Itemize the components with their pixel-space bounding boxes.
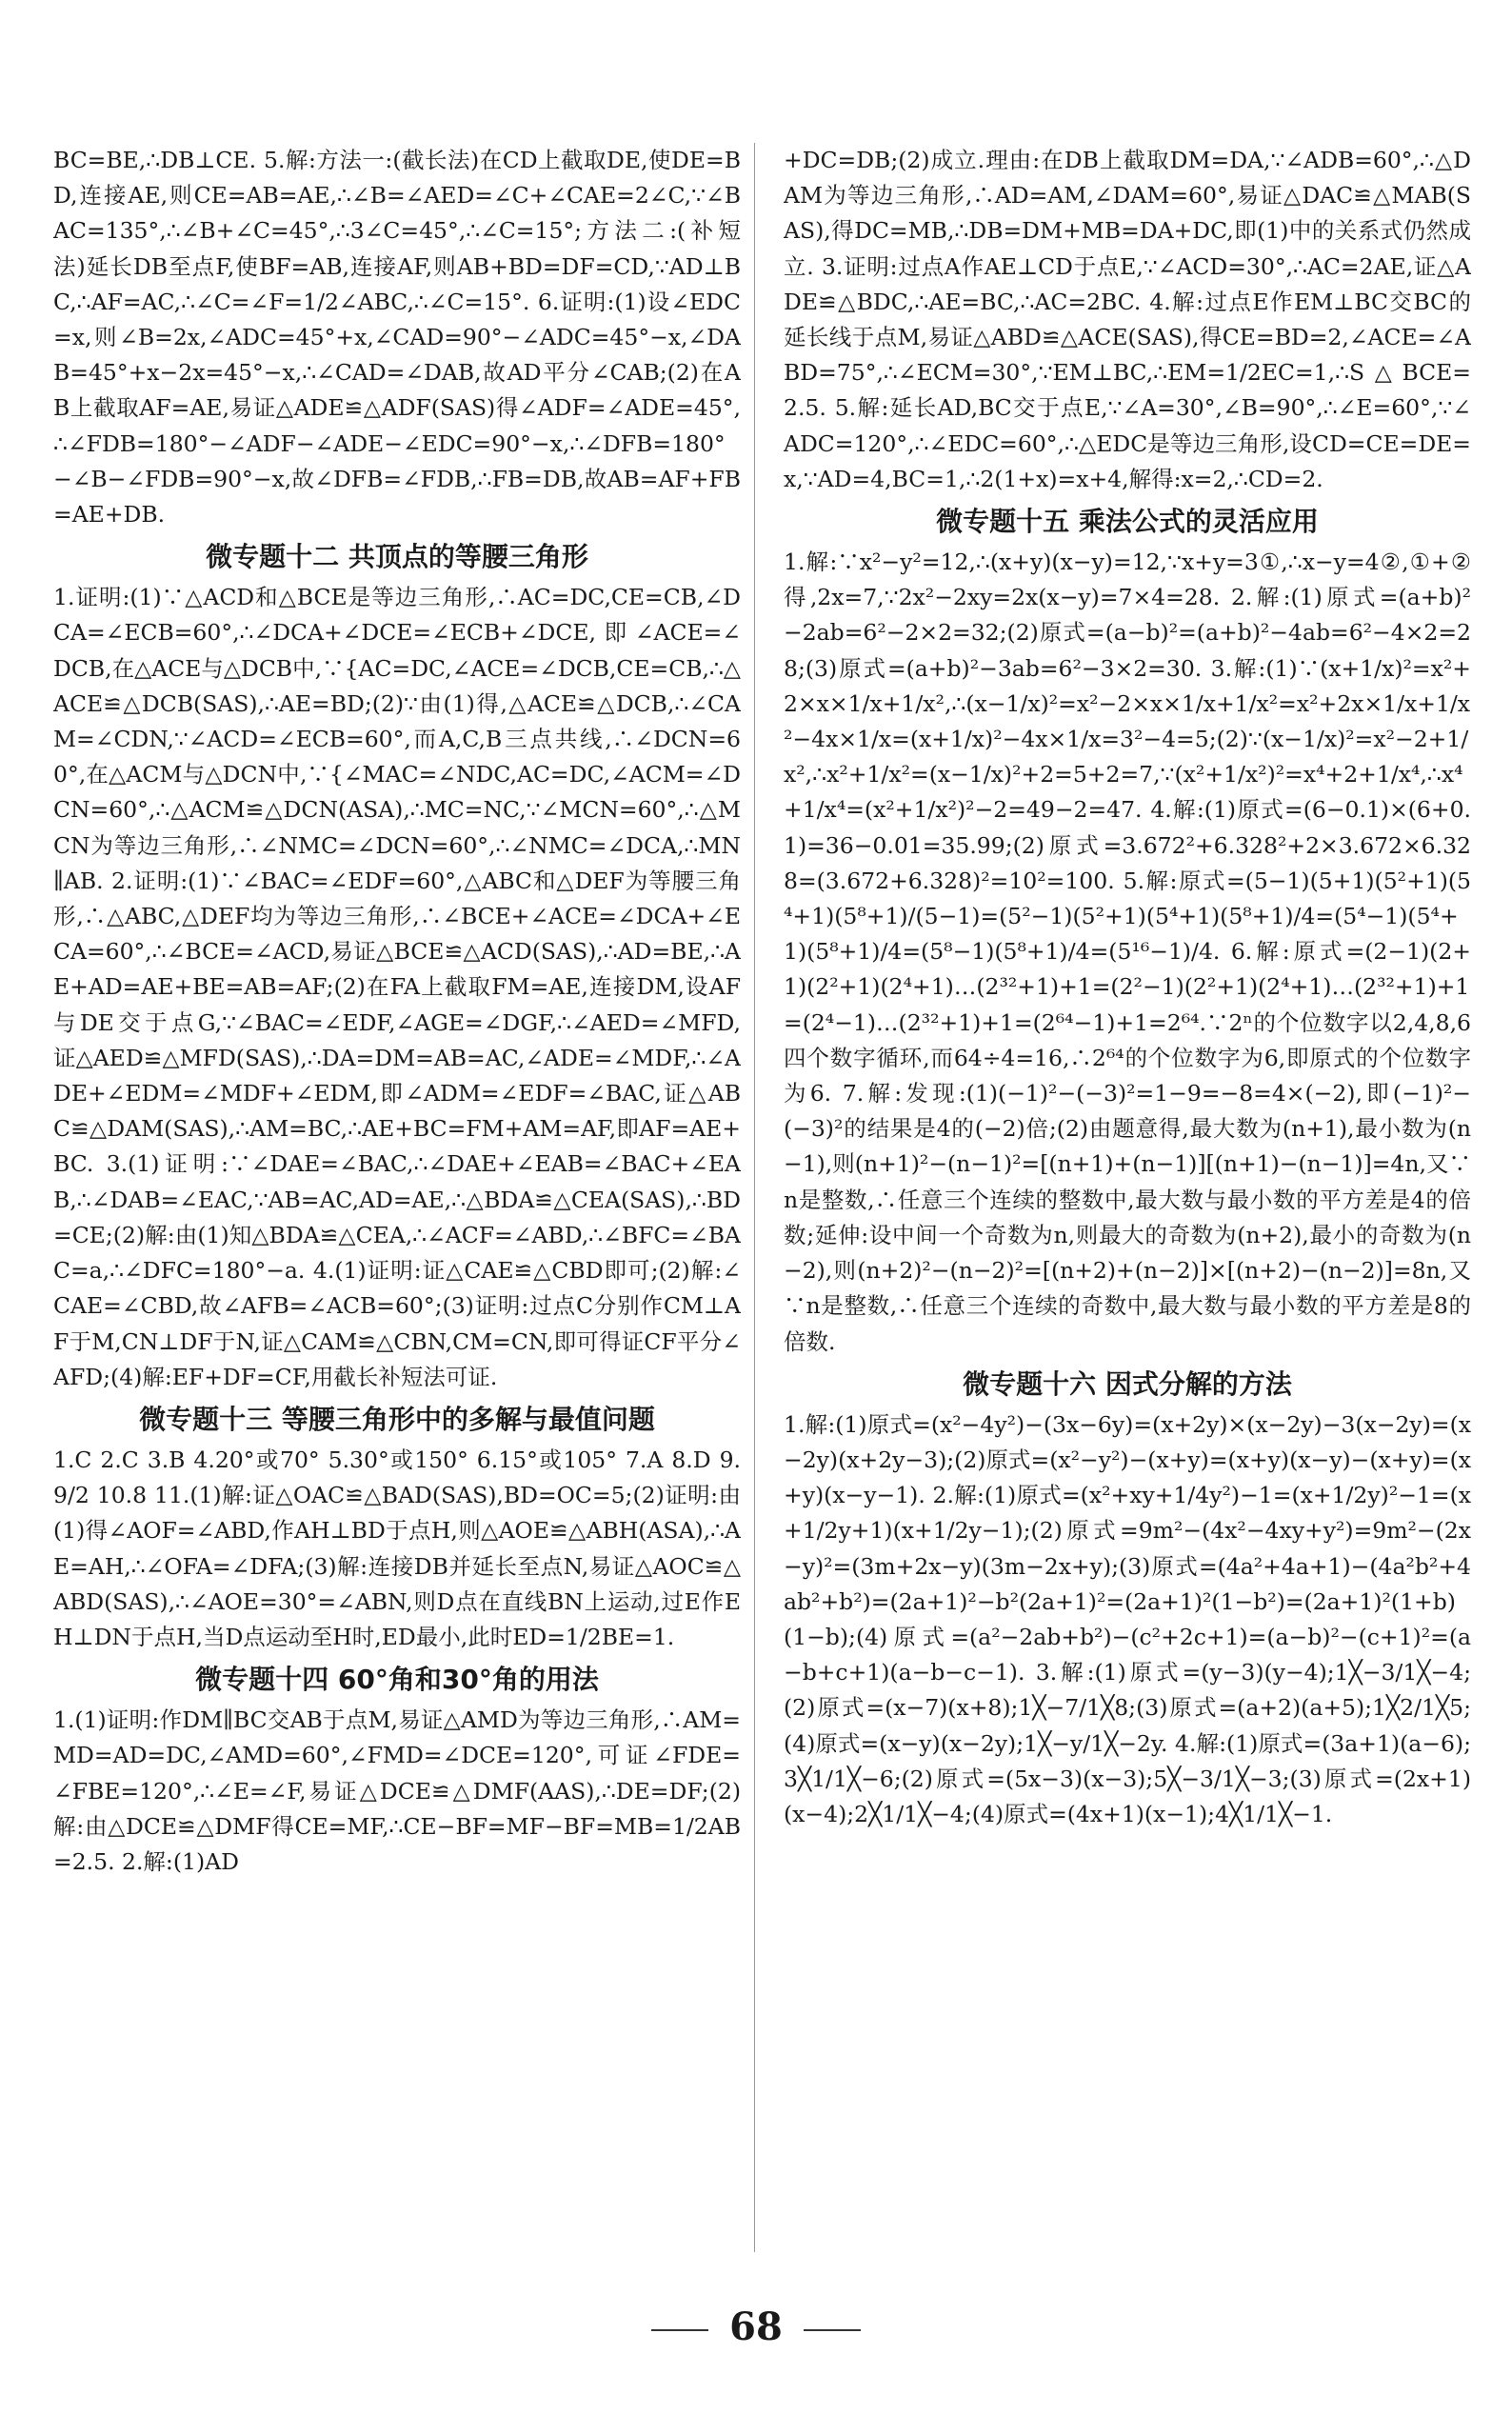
page-number: 68 xyxy=(729,2304,783,2349)
section-title: 微专题十二 共顶点的等腰三角形 xyxy=(206,541,588,573)
page-number-footer xyxy=(0,2304,1512,2349)
section-title: 微专题十六 因式分解的方法 xyxy=(963,1367,1292,1400)
answer-paragraph: BC=BE,∴DB⊥CE. 5.解:方法一:(截长法)在CD上截取DE,使DE=BD,连接AE,则CE=AB=AE,∴∠B=∠AED=∠C+∠CAE=2∠C,∵∠BAC=135°,∴∠B+∠C=45°,∴3∠C=45°,∴∠C=15°;方法二:(补短法)延长DB至点F,使BF=AB,连接AF,则AB+BD=DF=CD,∵AD⊥BC,∴AF=AC,∴∠C=∠F=1/2∠ABC,∴∠C=15°. 6.证明:(1)设∠EDC=x,则∠B=2x,∠ADC=45°+x,∠CAD=90°−∠ADC=45°−x,∠DAB=45°+x−2x=45°−x,∴∠CAD=∠DAB,故AD平分∠CAB;(2)在AB上截取AF=AE,易证△ADE≌△ADF(SAS)得∠ADF=∠ADE=45°,∴∠FDB=180°−∠ADF−∠ADE−∠EDC=90°−x,∴∠DFB=180°−∠B−∠FDB=90°−x,故∠DFB=∠FDB,∴FB=DB,故AB=AF+FB=AE+DB. xyxy=(53,147,741,529)
answer-paragraph: 1.(1)证明:作DM∥BC交AB于点M,易证△AMD为等边三角形,∴AM=MD=AD=DC,∠AMD=60°,∠FMD=∠DCE=120°,可证∠FDE=∠FBE=120°,∴∠E=∠F,易证△DCE≌△DMF(AAS),∴DE=DF;(2)解:由△DCE≌△DMF得CE=MF,∴CE−BF=MF−BF=MB=1/2AB=2.5. 2.解:(1)AD xyxy=(53,1706,741,1875)
section-title: 微专题十五 乘法公式的灵活应用 xyxy=(936,506,1319,538)
footer-dash-right xyxy=(804,2329,861,2331)
section-title: 微专题十三 等腰三角形中的多解与最值问题 xyxy=(139,1403,655,1435)
answer-paragraph: 1.证明:(1)∵△ACD和△BCE是等边三角形,∴AC=DC,CE=CB,∠DCA=∠ECB=60°,∴∠DCA+∠DCE=∠ECB+∠DCE,即∠ACE=∠DCB,在△ACE与△DCB中,∵{AC=DC,∠ACE=∠DCB,CE=CB,∴△ACE≌△DCB(SAS),∴AE=BD;(2)∵由(1)得,△ACE≌△DCB,∴∠CAM=∠CDN,∵∠ACD=∠ECB=60°,而A,C,B三点共线,∴∠DCN=60°,在△ACM与△DCN中,∵{∠MAC=∠NDC,AC=DC,∠ACM=∠DCN=60°,∴△ACM≌△DCN(ASA),∴MC=NC,∵∠MCN=60°,∴△MCN为等边三角形,∴∠NMC=∠DCN=60°,∴∠NMC=∠DCA,∴MN∥AB. 2.证明:(1)∵∠BAC=∠EDF=60°,△ABC和△DEF为等腰三角形,∴△ABC,△DEF均为等边三角形,∴∠BCE+∠ACE=∠DCA+∠ECA=60°,∴∠BCE=∠ACD,易证△BCE≌△ACD(SAS),∴AD=BE,∴AE+AD=AE+BE=AB=AF;(2)在FA上截取FM=AE,连接DM,设AF与DE交于点G,∵∠BAC=∠EDF,∠AGE=∠DGF,∴∠AED=∠MFD,证△AED≌△MFD(SAS),∴DA=DM=AB=AC,∠ADE=∠MDF,∴∠ADE+∠EDM=∠MDF+∠EDM,即∠ADM=∠EDF=∠BAC,证△ABC≌△DAM(SAS),∴AM=BC,∴AE+BC=FM+AM=AF,即AF=AE+BC. 3.(1)证明:∵∠DAE=∠BAC,∴∠DAE+∠EAB=∠BAC+∠EAB,∴∠DAB=∠EAC,∵AB=AC,AD=AE,∴△BDA≌△CEA(SAS),∴BD=CE;(2)解:由(1)知△BDA≌△CEA,∴∠ACF=∠ABD,∴∠BFC=∠BAC=a,∴∠DFC=180°−a. 4.(1)证明:证△CAE≌△CBD即可;(2)解:∠CAE=∠CBD,故∠AFB=∠ACB=60°;(3)证明:过点C分别作CM⊥AF于M,CN⊥DF于N,证△CAM≌△CBN,CM=CN,即可得证CF平分∠AFD;(4)解:EF+DF=CF,用截长补短法可证. xyxy=(53,584,741,1390)
left-column xyxy=(53,143,741,2247)
answer-paragraph: 1.解:(1)原式=(x²−4y²)−(3x−6y)=(x+2y)×(x−2y)−3(x−2y)=(x−2y)(x+2y−3);(2)原式=(x²−y²)−(x+y)=(x+y)(x−y)−(x+y)=(x+y)(x−y−1). 2.解:(1)原式=(x²+xy+1/4y²)−1=(x+1/2y)²−1=(x+1/2y+1)(x+1/2y−1);(2)原式=9m²−(4x²−4xy+y²)=9m²−(2x−y)²=(3m+2x−y)(3m−2x+y);(3)原式=(4a²+4a+1)−(4a²b²+4ab²+b²)=(2a+1)²−b²(2a+1)²=(2a+1)²(1−b²)=(2a+1)²(1+b)(1−b);(4)原式=(a²−2ab+b²)−(c²+2c+1)=(a−b)²−(c+1)²=(a−b+c+1)(a−b−c−1). 3.解:(1)原式=(y−3)(y−4);1╳−3/1╳−4;(2)原式=(x−7)(x+8);1╳−7/1╳8;(3)原式=(a+2)(a+5);1╳2/1╳5;(4)原式=(x−y)(x−2y);1╳−y/1╳−2y. 4.解:(1)原式=(3a+1)(a−6);3╳1/1╳−6;(2)原式=(5x−3)(x−3);5╳−3/1╳−3;(3)原式=(2x+1)(x−4);2╳1/1╳−4;(4)原式=(4x+1)(x−1);4╳1/1╳−1. xyxy=(784,1410,1471,1827)
right-column xyxy=(784,143,1471,2247)
footer-dash-left xyxy=(651,2329,708,2331)
answer-paragraph: 1.C 2.C 3.B 4.20°或70° 5.30°或150° 6.15°或105° 7.A 8.D 9.9/2 10.8 11.(1)解:证△OAC≌△BAD(SAS),BD=OC=5;(2)证明:由(1)得∠AOF=∠ABD,作AH⊥BD于点H,则△AOE≌△ABH(ASA),∴AE=AH,∴∠OFA=∠DFA;(3)解:连接DB并延长至点N,易证△AOC≌△ABD(SAS),∴∠AOE=30°=∠ABN,则D点在直线BN上运动,过E作EH⊥DN于点H,当D点运动至H时,ED最小,此时ED=1/2BE=1. xyxy=(53,1446,741,1650)
answer-paragraph: 1.解:∵x²−y²=12,∴(x+y)(x−y)=12,∵x+y=3①,∴x−y=4②,①+②得,2x=7,∵2x²−2xy=2x(x−y)=7×4=28. 2.解:(1)原式=(a+b)²−2ab=6²−2×2=32;(2)原式=(a−b)²=(a+b)²−4ab=6²−4×2=28;(3)原式=(a+b)²−3ab=6²−3×2=30. 3.解:(1)∵(x+1/x)²=x²+2×x×1/x+1/x²,∴(x−1/x)²=x²−2×x×1/x+1/x²=x²+2x×1/x+1/x²−4x×1/x=(x+1/x)²−4x×1/x=3²−4=5;(2)∵(x−1/x)²=x²−2+1/x²,∴x²+1/x²=(x−1/x)²+2=5+2=7,∵(x²+1/x²)²=x⁴+2+1/x⁴,∴x⁴+1/x⁴=(x²+1/x²)²−2=49−2=47. 4.解:(1)原式=(6−0.1)×(6+0.1)=36−0.01=35.99;(2)原式=3.672²+6.328²+2×3.672×6.328=(3.672+6.328)²=10²=100. 5.解:原式=(5−1)(5+1)(5²+1)(5⁴+1)(5⁸+1)/(5−1)=(5²−1)(5²+1)(5⁴+1)(5⁸+1)/4=(5⁴−1)(5⁴+1)(5⁸+1)/4=(5⁸−1)(5⁸+1)/4=(5¹⁶−1)/4. 6.解:原式=(2−1)(2+1)(2²+1)(2⁴+1)…(2³²+1)+1=(2²−1)(2²+1)(2⁴+1)…(2³²+1)+1=(2⁴−1)…(2³²+1)+1=(2⁶⁴−1)+1=2⁶⁴.∵2ⁿ的个位数字以2,4,8,6四个数字循环,而64÷4=16,∴2⁶⁴的个位数字为6,即原式的个位数字为6. 7.解:发现:(1)(−1)²−(−3)²=1−9=−8=4×(−2),即(−1)²−(−3)²的结果是4的(−2)倍;(2)由题意得,最大数为(n+1),最小数为(n−1),则(n+1)²−(n−1)²=[(n+1)+(n−1)][(n+1)−(n−1)]=4n,又∵n是整数,∴任意三个连续的整数中,最大数与最小数的平方差是4的倍数;延伸:设中间一个奇数为n,则最大的奇数为(n+2),最小的奇数为(n−2),则(n+2)²−(n−2)²=[(n+2)+(n−2)]×[(n+2)−(n−2)]=8n,又∵n是整数,∴任意三个连续的奇数中,最大数与最小数的平方差是8的倍数. xyxy=(784,549,1471,1355)
answer-paragraph: +DC=DB;(2)成立.理由:在DB上截取DM=DA,∵∠ADB=60°,∴△DAM为等边三角形,∴AD=AM,∠DAM=60°,易证△DAC≌△MAB(SAS),得DC=MB,∴DB=DM+MB=DA+DC,即(1)中的关系式仍然成立. 3.证明:过点A作AE⊥CD于点E,∵∠ACD=30°,∴AC=2AE,证△ADE≌△BDC,∴AE=BC,∴AC=2BC. 4.解:过点E作EM⊥BC交BC的延长线于点M,易证△ABD≌△ACE(SAS),得CE=BD=2,∠ACE=∠ABD=75°,∴∠ECM=30°,∵EM⊥BC,∴EM=1/2EC=1,∴S△BCE=2.5. 5.解:延长AD,BC交于点E,∵∠A=30°,∠B=90°,∴∠E=60°,∵∠ADC=120°,∴∠EDC=60°,∴△EDC是等边三角形,设CD=CE=DE=x,∵AD=4,BC=1,∴2(1+x)=x+4,解得:x=2,∴CD=2. xyxy=(784,147,1471,492)
section-title: 微专题十四 60°角和30°角的用法 xyxy=(195,1664,599,1696)
column-divider xyxy=(754,143,755,2252)
